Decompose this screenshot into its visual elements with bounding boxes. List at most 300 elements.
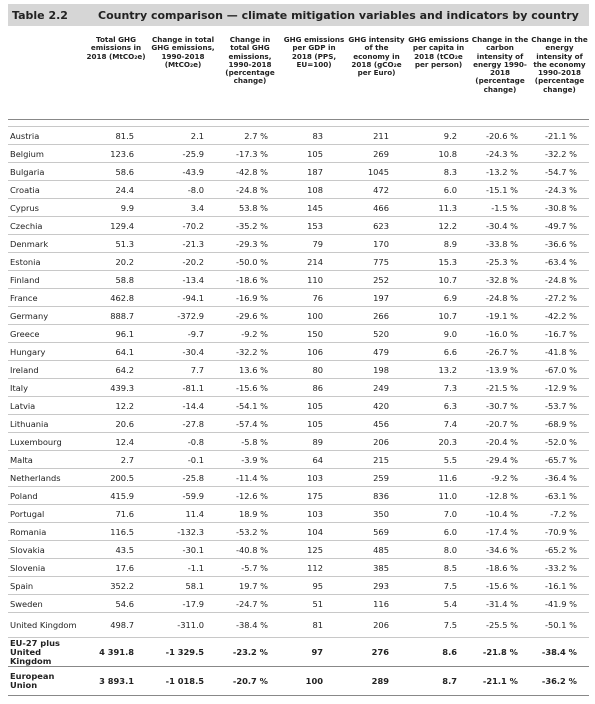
cell-country: Spain: [8, 577, 84, 595]
cell-ghg-per-gdp: 79: [282, 235, 346, 253]
cell-ghg-per-capita: 10.7: [407, 307, 470, 325]
cell-ghg-intensity: 623: [346, 217, 407, 235]
cell-change-total-ghg: -17.9: [148, 595, 218, 613]
cell-change-total-ghg: -1 329.5: [148, 638, 218, 667]
cell-total-ghg: 71.6: [84, 505, 148, 523]
cell-change-total-ghg-pct: -32.2 %: [218, 343, 282, 361]
header-energy-intensity-change: Change in the energy intensity of the economy 1990-2018 (percentage change): [530, 34, 589, 120]
cell-change-total-ghg-pct: 13.6 %: [218, 361, 282, 379]
cell-energy-intensity-change: -38.4 %: [530, 638, 589, 667]
cell-ghg-intensity: 170: [346, 235, 407, 253]
cell-change-total-ghg: 58.1: [148, 577, 218, 595]
cell-ghg-per-capita: 8.7: [407, 667, 470, 696]
cell-change-total-ghg: -81.1: [148, 379, 218, 397]
cell-change-total-ghg-pct: -42.8 %: [218, 163, 282, 181]
cell-country: Luxembourg: [8, 433, 84, 451]
cell-energy-intensity-change: -36.4 %: [530, 469, 589, 487]
cell-energy-intensity-change: -24.3 %: [530, 181, 589, 199]
cell-change-total-ghg: -30.4: [148, 343, 218, 361]
cell-country: Netherlands: [8, 469, 84, 487]
cell-change-total-ghg: -1.1: [148, 559, 218, 577]
cell-carbon-intensity-change: -12.8 %: [470, 487, 530, 505]
cell-energy-intensity-change: -32.2 %: [530, 145, 589, 163]
cell-ghg-per-gdp: 214: [282, 253, 346, 271]
cell-country: Latvia: [8, 397, 84, 415]
cell-change-total-ghg-pct: 2.7 %: [218, 127, 282, 145]
cell-energy-intensity-change: -30.8 %: [530, 199, 589, 217]
cell-ghg-intensity: 252: [346, 271, 407, 289]
cell-ghg-per-capita: 9.0: [407, 325, 470, 343]
cell-carbon-intensity-change: -20.6 %: [470, 127, 530, 145]
cell-carbon-intensity-change: -17.4 %: [470, 523, 530, 541]
cell-ghg-intensity: 259: [346, 469, 407, 487]
cell-carbon-intensity-change: -24.8 %: [470, 289, 530, 307]
table-row: [8, 271, 589, 289]
cell-ghg-per-capita: 8.6: [407, 638, 470, 667]
cell-country: Finland: [8, 271, 84, 289]
cell-ghg-intensity: 472: [346, 181, 407, 199]
cell-total-ghg: 12.2: [84, 397, 148, 415]
cell-ghg-per-capita: 11.6: [407, 469, 470, 487]
cell-carbon-intensity-change: -1.5 %: [470, 199, 530, 217]
cell-carbon-intensity-change: -30.7 %: [470, 397, 530, 415]
cell-country: Croatia: [8, 181, 84, 199]
cell-change-total-ghg: -70.2: [148, 217, 218, 235]
cell-change-total-ghg-pct: 53.8 %: [218, 199, 282, 217]
cell-change-total-ghg: -59.9: [148, 487, 218, 505]
cell-total-ghg: 81.5: [84, 127, 148, 145]
cell-change-total-ghg-pct: -53.2 %: [218, 523, 282, 541]
cell-ghg-intensity: 569: [346, 523, 407, 541]
cell-ghg-per-capita: 6.6: [407, 343, 470, 361]
cell-country: Austria: [8, 127, 84, 145]
header-ghg-intensity: GHG intensity of the economy in 2018 (gCO₂e per Euro): [346, 34, 407, 120]
cell-total-ghg: 352.2: [84, 577, 148, 595]
table-row: [8, 127, 589, 145]
cell-change-total-ghg: -13.4: [148, 271, 218, 289]
cell-change-total-ghg: -8.0: [148, 181, 218, 199]
cell-ghg-per-capita: 20.3: [407, 433, 470, 451]
table-title: Country comparison — climate mitigation variables and indicators by country: [98, 8, 579, 22]
cell-change-total-ghg-pct: -54.1 %: [218, 397, 282, 415]
cell-energy-intensity-change: -68.9 %: [530, 415, 589, 433]
cell-total-ghg: 12.4: [84, 433, 148, 451]
cell-carbon-intensity-change: -25.5 %: [470, 613, 530, 638]
cell-ghg-per-capita: 5.4: [407, 595, 470, 613]
cell-total-ghg: 51.3: [84, 235, 148, 253]
cell-ghg-per-gdp: 175: [282, 487, 346, 505]
cell-total-ghg: 64.2: [84, 361, 148, 379]
header-change-total-ghg: Change in total GHG emissions, 1990-2018 (MtCO₂e): [148, 34, 218, 120]
cell-energy-intensity-change: -16.7 %: [530, 325, 589, 343]
cell-total-ghg: 20.6: [84, 415, 148, 433]
cell-change-total-ghg-pct: -29.3 %: [218, 235, 282, 253]
cell-country: Hungary: [8, 343, 84, 361]
cell-ghg-intensity: 266: [346, 307, 407, 325]
cell-country: France: [8, 289, 84, 307]
cell-change-total-ghg: -311.0: [148, 613, 218, 638]
header-carbon-intensity-change: Change in the carbon intensity of energy 1990-2018 (percentage change): [470, 34, 530, 120]
aggregate-row: [8, 667, 589, 696]
table-row: [8, 541, 589, 559]
cell-carbon-intensity-change: -19.1 %: [470, 307, 530, 325]
header-total-ghg: Total GHG emissions in 2018 (MtCO₂e): [84, 34, 148, 120]
cell-ghg-per-capita: 13.2: [407, 361, 470, 379]
cell-change-total-ghg: -9.7: [148, 325, 218, 343]
cell-ghg-per-capita: 7.0: [407, 505, 470, 523]
cell-carbon-intensity-change: -15.1 %: [470, 181, 530, 199]
cell-change-total-ghg-pct: -5.7 %: [218, 559, 282, 577]
cell-carbon-intensity-change: -26.7 %: [470, 343, 530, 361]
cell-ghg-intensity: 520: [346, 325, 407, 343]
cell-country: Denmark: [8, 235, 84, 253]
cell-ghg-intensity: 211: [346, 127, 407, 145]
cell-total-ghg: 439.3: [84, 379, 148, 397]
table-row: [8, 415, 589, 433]
table-title-bar: [8, 4, 589, 26]
cell-ghg-per-capita: 7.3: [407, 379, 470, 397]
cell-energy-intensity-change: -33.2 %: [530, 559, 589, 577]
table-row: [8, 307, 589, 325]
header-ghg-per-gdp: GHG emissions per GDP in 2018 (PPS, EU=100): [282, 34, 346, 120]
cell-change-total-ghg-pct: 19.7 %: [218, 577, 282, 595]
cell-change-total-ghg: -27.8: [148, 415, 218, 433]
cell-ghg-intensity: 215: [346, 451, 407, 469]
cell-change-total-ghg-pct: -18.6 %: [218, 271, 282, 289]
cell-change-total-ghg-pct: -57.4 %: [218, 415, 282, 433]
cell-change-total-ghg: -43.9: [148, 163, 218, 181]
cell-ghg-per-gdp: 80: [282, 361, 346, 379]
cell-ghg-per-capita: 8.5: [407, 559, 470, 577]
cell-change-total-ghg: -132.3: [148, 523, 218, 541]
cell-carbon-intensity-change: -30.4 %: [470, 217, 530, 235]
cell-total-ghg: 498.7: [84, 613, 148, 638]
cell-ghg-per-gdp: 105: [282, 145, 346, 163]
country-comparison-table: [8, 34, 589, 696]
cell-change-total-ghg-pct: -11.4 %: [218, 469, 282, 487]
cell-change-total-ghg-pct: -16.9 %: [218, 289, 282, 307]
cell-ghg-per-capita: 8.9: [407, 235, 470, 253]
cell-ghg-per-capita: 6.9: [407, 289, 470, 307]
table-row: [8, 145, 589, 163]
cell-energy-intensity-change: -52.0 %: [530, 433, 589, 451]
cell-ghg-per-gdp: 105: [282, 415, 346, 433]
cell-ghg-intensity: 116: [346, 595, 407, 613]
cell-energy-intensity-change: -63.1 %: [530, 487, 589, 505]
cell-ghg-per-gdp: 110: [282, 271, 346, 289]
cell-total-ghg: 415.9: [84, 487, 148, 505]
cell-country: Ireland: [8, 361, 84, 379]
cell-country: United Kingdom: [8, 613, 84, 638]
cell-energy-intensity-change: -41.8 %: [530, 343, 589, 361]
cell-change-total-ghg-pct: -23.2 %: [218, 638, 282, 667]
cell-ghg-per-capita: 7.4: [407, 415, 470, 433]
cell-total-ghg: 43.5: [84, 541, 148, 559]
cell-ghg-per-capita: 6.3: [407, 397, 470, 415]
cell-carbon-intensity-change: -21.5 %: [470, 379, 530, 397]
cell-energy-intensity-change: -16.1 %: [530, 577, 589, 595]
cell-carbon-intensity-change: -32.8 %: [470, 271, 530, 289]
table-row: [8, 469, 589, 487]
cell-change-total-ghg: 7.7: [148, 361, 218, 379]
cell-carbon-intensity-change: -21.8 %: [470, 638, 530, 667]
cell-country: Lithuania: [8, 415, 84, 433]
cell-change-total-ghg-pct: -50.0 %: [218, 253, 282, 271]
cell-change-total-ghg: -14.4: [148, 397, 218, 415]
cell-change-total-ghg-pct: -5.8 %: [218, 433, 282, 451]
cell-ghg-per-gdp: 103: [282, 505, 346, 523]
cell-change-total-ghg: -94.1: [148, 289, 218, 307]
cell-total-ghg: 2.7: [84, 451, 148, 469]
cell-country: Cyprus: [8, 199, 84, 217]
cell-country: Germany: [8, 307, 84, 325]
cell-ghg-per-gdp: 153: [282, 217, 346, 235]
table-row: [8, 235, 589, 253]
cell-total-ghg: 96.1: [84, 325, 148, 343]
cell-total-ghg: 123.6: [84, 145, 148, 163]
cell-energy-intensity-change: -67.0 %: [530, 361, 589, 379]
cell-country: European Union: [8, 667, 84, 696]
cell-ghg-intensity: 269: [346, 145, 407, 163]
table-row: [8, 523, 589, 541]
cell-change-total-ghg-pct: -40.8 %: [218, 541, 282, 559]
table-row: [8, 595, 589, 613]
cell-total-ghg: 9.9: [84, 199, 148, 217]
cell-ghg-intensity: 1045: [346, 163, 407, 181]
cell-energy-intensity-change: -42.2 %: [530, 307, 589, 325]
cell-carbon-intensity-change: -15.6 %: [470, 577, 530, 595]
cell-ghg-per-capita: 11.3: [407, 199, 470, 217]
cell-country: Belgium: [8, 145, 84, 163]
table-row: [8, 289, 589, 307]
table-row: [8, 505, 589, 523]
cell-total-ghg: 20.2: [84, 253, 148, 271]
table-row: [8, 433, 589, 451]
cell-ghg-per-capita: 5.5: [407, 451, 470, 469]
cell-ghg-intensity: 198: [346, 361, 407, 379]
table-row: [8, 613, 589, 638]
cell-ghg-intensity: 836: [346, 487, 407, 505]
cell-total-ghg: 462.8: [84, 289, 148, 307]
table-row: [8, 577, 589, 595]
cell-ghg-per-capita: 8.0: [407, 541, 470, 559]
cell-total-ghg: 888.7: [84, 307, 148, 325]
cell-carbon-intensity-change: -29.4 %: [470, 451, 530, 469]
cell-ghg-per-gdp: 112: [282, 559, 346, 577]
cell-ghg-intensity: 479: [346, 343, 407, 361]
cell-change-total-ghg-pct: -20.7 %: [218, 667, 282, 696]
table-row: [8, 253, 589, 271]
cell-change-total-ghg-pct: -3.9 %: [218, 451, 282, 469]
cell-energy-intensity-change: -36.6 %: [530, 235, 589, 253]
table-row: [8, 217, 589, 235]
cell-country: Slovakia: [8, 541, 84, 559]
cell-change-total-ghg-pct: -12.6 %: [218, 487, 282, 505]
cell-ghg-per-gdp: 105: [282, 397, 346, 415]
cell-ghg-per-gdp: 95: [282, 577, 346, 595]
cell-carbon-intensity-change: -13.9 %: [470, 361, 530, 379]
cell-energy-intensity-change: -63.4 %: [530, 253, 589, 271]
cell-ghg-per-capita: 9.2: [407, 127, 470, 145]
cell-total-ghg: 58.6: [84, 163, 148, 181]
table-row: [8, 163, 589, 181]
cell-change-total-ghg: 2.1: [148, 127, 218, 145]
table-row: [8, 379, 589, 397]
cell-ghg-per-gdp: 150: [282, 325, 346, 343]
cell-carbon-intensity-change: -25.3 %: [470, 253, 530, 271]
cell-change-total-ghg: 11.4: [148, 505, 218, 523]
cell-country: Italy: [8, 379, 84, 397]
cell-change-total-ghg-pct: -17.3 %: [218, 145, 282, 163]
cell-change-total-ghg: 3.4: [148, 199, 218, 217]
cell-ghg-per-gdp: 108: [282, 181, 346, 199]
table-row: [8, 181, 589, 199]
cell-ghg-per-gdp: 103: [282, 469, 346, 487]
cell-change-total-ghg-pct: -29.6 %: [218, 307, 282, 325]
cell-change-total-ghg: -25.9: [148, 145, 218, 163]
cell-ghg-intensity: 775: [346, 253, 407, 271]
cell-total-ghg: 58.8: [84, 271, 148, 289]
cell-country: Sweden: [8, 595, 84, 613]
cell-ghg-intensity: 350: [346, 505, 407, 523]
cell-country: Estonia: [8, 253, 84, 271]
cell-total-ghg: 64.1: [84, 343, 148, 361]
cell-ghg-per-gdp: 76: [282, 289, 346, 307]
cell-ghg-intensity: 385: [346, 559, 407, 577]
cell-ghg-per-capita: 12.2: [407, 217, 470, 235]
cell-energy-intensity-change: -7.2 %: [530, 505, 589, 523]
cell-ghg-per-gdp: 86: [282, 379, 346, 397]
cell-change-total-ghg-pct: -9.2 %: [218, 325, 282, 343]
cell-ghg-per-gdp: 100: [282, 307, 346, 325]
cell-energy-intensity-change: -70.9 %: [530, 523, 589, 541]
cell-energy-intensity-change: -53.7 %: [530, 397, 589, 415]
cell-energy-intensity-change: -65.2 %: [530, 541, 589, 559]
cell-carbon-intensity-change: -18.6 %: [470, 559, 530, 577]
cell-carbon-intensity-change: -31.4 %: [470, 595, 530, 613]
cell-total-ghg: 129.4: [84, 217, 148, 235]
cell-ghg-per-capita: 8.3: [407, 163, 470, 181]
cell-energy-intensity-change: -27.2 %: [530, 289, 589, 307]
cell-change-total-ghg-pct: -24.8 %: [218, 181, 282, 199]
cell-energy-intensity-change: -65.7 %: [530, 451, 589, 469]
cell-energy-intensity-change: -12.9 %: [530, 379, 589, 397]
cell-carbon-intensity-change: -20.4 %: [470, 433, 530, 451]
cell-country: Malta: [8, 451, 84, 469]
cell-ghg-per-capita: 10.8: [407, 145, 470, 163]
cell-change-total-ghg: -25.8: [148, 469, 218, 487]
cell-ghg-intensity: 420: [346, 397, 407, 415]
cell-ghg-intensity: 197: [346, 289, 407, 307]
cell-carbon-intensity-change: -24.3 %: [470, 145, 530, 163]
cell-carbon-intensity-change: -16.0 %: [470, 325, 530, 343]
cell-change-total-ghg-pct: 18.9 %: [218, 505, 282, 523]
cell-ghg-intensity: 485: [346, 541, 407, 559]
cell-total-ghg: 3 893.1: [84, 667, 148, 696]
cell-ghg-per-capita: 10.7: [407, 271, 470, 289]
cell-change-total-ghg: -0.8: [148, 433, 218, 451]
cell-ghg-per-capita: 11.0: [407, 487, 470, 505]
cell-energy-intensity-change: -36.2 %: [530, 667, 589, 696]
table-row: [8, 325, 589, 343]
cell-carbon-intensity-change: -33.8 %: [470, 235, 530, 253]
cell-total-ghg: 116.5: [84, 523, 148, 541]
cell-ghg-per-capita: 6.0: [407, 523, 470, 541]
cell-country: Slovenia: [8, 559, 84, 577]
cell-carbon-intensity-change: -9.2 %: [470, 469, 530, 487]
cell-country: Portugal: [8, 505, 84, 523]
cell-ghg-per-gdp: 64: [282, 451, 346, 469]
cell-total-ghg: 200.5: [84, 469, 148, 487]
table-row: [8, 397, 589, 415]
cell-change-total-ghg: -21.3: [148, 235, 218, 253]
table-row: [8, 199, 589, 217]
table-row: [8, 451, 589, 469]
cell-energy-intensity-change: -54.7 %: [530, 163, 589, 181]
cell-country: Czechia: [8, 217, 84, 235]
cell-total-ghg: 4 391.8: [84, 638, 148, 667]
cell-change-total-ghg: -0.1: [148, 451, 218, 469]
cell-change-total-ghg: -372.9: [148, 307, 218, 325]
cell-energy-intensity-change: -49.7 %: [530, 217, 589, 235]
cell-energy-intensity-change: -41.9 %: [530, 595, 589, 613]
cell-ghg-per-gdp: 145: [282, 199, 346, 217]
cell-ghg-per-gdp: 51: [282, 595, 346, 613]
table-number: Table 2.2: [12, 8, 68, 22]
cell-change-total-ghg-pct: -38.4 %: [218, 613, 282, 638]
cell-ghg-intensity: 276: [346, 638, 407, 667]
cell-change-total-ghg-pct: -15.6 %: [218, 379, 282, 397]
cell-ghg-intensity: 456: [346, 415, 407, 433]
cell-ghg-per-gdp: 89: [282, 433, 346, 451]
cell-total-ghg: 24.4: [84, 181, 148, 199]
cell-carbon-intensity-change: -10.4 %: [470, 505, 530, 523]
cell-change-total-ghg: -20.2: [148, 253, 218, 271]
cell-ghg-per-gdp: 97: [282, 638, 346, 667]
cell-carbon-intensity-change: -20.7 %: [470, 415, 530, 433]
cell-ghg-per-gdp: 81: [282, 613, 346, 638]
table-row: [8, 559, 589, 577]
table-row: [8, 361, 589, 379]
cell-country: Greece: [8, 325, 84, 343]
table-row: [8, 487, 589, 505]
cell-ghg-per-capita: 6.0: [407, 181, 470, 199]
cell-country: Romania: [8, 523, 84, 541]
cell-ghg-intensity: 206: [346, 433, 407, 451]
cell-carbon-intensity-change: -21.1 %: [470, 667, 530, 696]
cell-ghg-intensity: 289: [346, 667, 407, 696]
cell-energy-intensity-change: -24.8 %: [530, 271, 589, 289]
cell-ghg-intensity: 293: [346, 577, 407, 595]
cell-ghg-per-gdp: 104: [282, 523, 346, 541]
cell-energy-intensity-change: -50.1 %: [530, 613, 589, 638]
header-spacer: [8, 120, 589, 127]
cell-country: Bulgaria: [8, 163, 84, 181]
header-row: [8, 34, 589, 120]
cell-country: EU-27 plus United Kingdom: [8, 638, 84, 667]
cell-ghg-per-gdp: 83: [282, 127, 346, 145]
cell-ghg-intensity: 466: [346, 199, 407, 217]
header-change-total-ghg-pct: Change in total GHG emissions, 1990-2018 (percentage change): [218, 34, 282, 120]
cell-total-ghg: 17.6: [84, 559, 148, 577]
cell-change-total-ghg-pct: -24.7 %: [218, 595, 282, 613]
cell-ghg-per-gdp: 106: [282, 343, 346, 361]
cell-carbon-intensity-change: -34.6 %: [470, 541, 530, 559]
cell-ghg-per-capita: 15.3: [407, 253, 470, 271]
cell-ghg-per-gdp: 125: [282, 541, 346, 559]
cell-total-ghg: 54.6: [84, 595, 148, 613]
cell-energy-intensity-change: -21.1 %: [530, 127, 589, 145]
